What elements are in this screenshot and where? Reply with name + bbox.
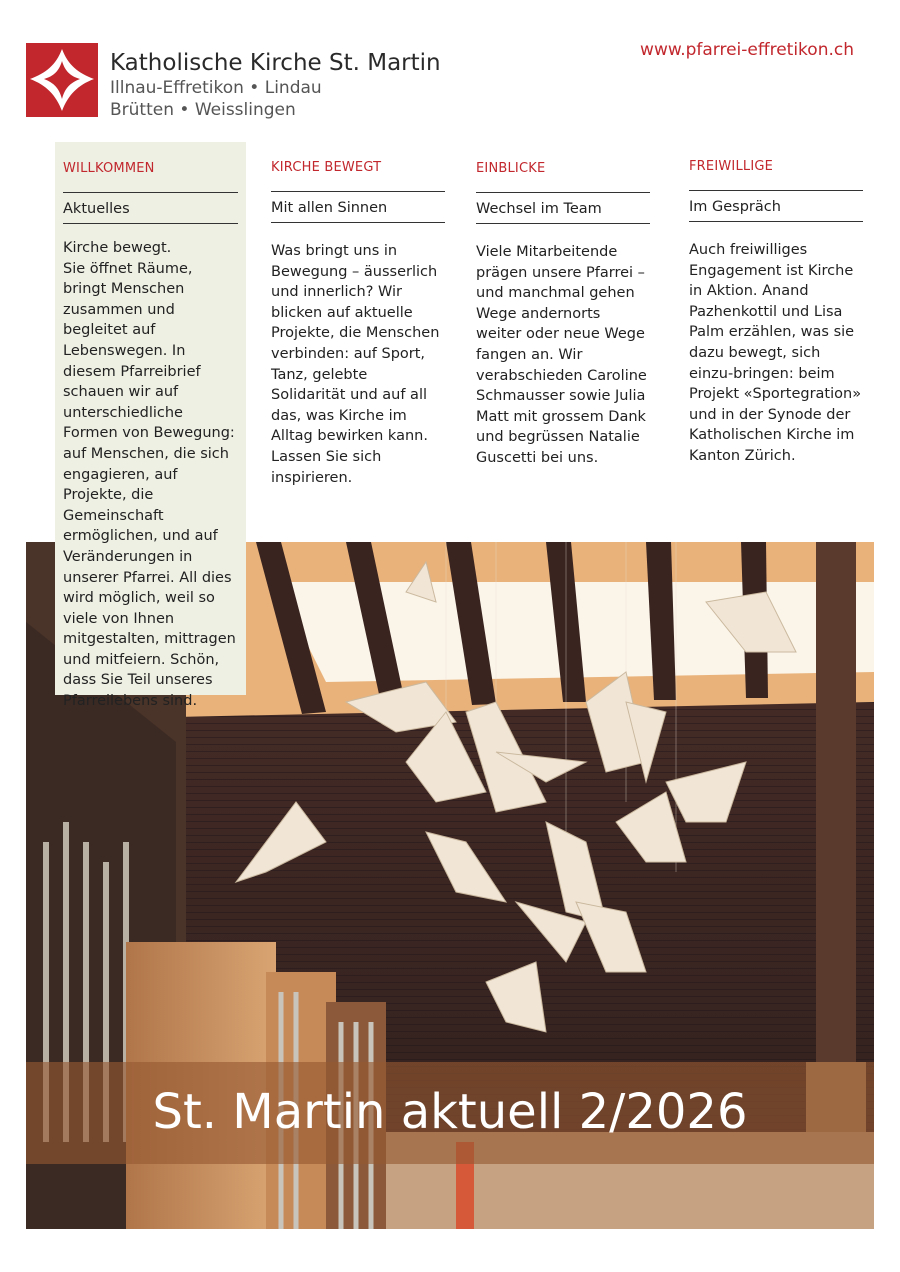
column-willkommen	[63, 161, 238, 712]
column-subtitle: Mit allen Sinnen	[271, 200, 388, 216]
column-subtitle: Aktuelles	[63, 201, 130, 217]
column-kirche-bewegt	[271, 160, 445, 488]
divider	[63, 223, 238, 224]
divider	[689, 221, 863, 222]
brand-locations-line1: Illnau-Effretikon • Lindau	[110, 78, 322, 98]
divider	[689, 190, 863, 191]
section-label: WILLKOMMEN	[63, 161, 155, 176]
section-label: EINBLICKE	[476, 161, 546, 176]
logo	[26, 43, 98, 117]
brand-locations-line2: Brütten • Weisslingen	[110, 100, 296, 120]
column-subtitle: Im Gespräch	[689, 199, 781, 215]
welcome-box	[55, 142, 246, 710]
column-body: Viele Mitarbeitende prägen unsere Pfarrei – und manchmal gehen Wege andernorts weiter oder neue Wege fangen an. Wir verabschieden Caroline Schmausser sowie Julia Matt mit grossem Dank und begrüssen Natalie Guscetti bei uns.	[476, 244, 647, 466]
cross-logo-icon	[26, 43, 98, 117]
column-body: Auch freiwilliges Engagement ist Kirche in Aktion. Anand Pazhenkottil und Lisa Palm erzählen, was sie dazu bewegt, sich einzu-bringen: beim Projekt «Sportegration» und in der Synode der Katholischen Kirche im Kanton Zürich.	[689, 242, 862, 464]
cover-title-banner	[26, 1062, 874, 1164]
brand-title: Katholische Kirche St. Martin	[110, 50, 441, 76]
divider	[271, 222, 445, 223]
column-body: Kirche bewegt. Sie öffnet Räume, bringt Menschen zusammen und begleitet auf Lebenswegen. In diesem Pfarreibrief schauen wir auf unterschiedliche Formen von Bewegung: auf Menschen, die sich engagieren, auf Projekte, die Gemeinschaft ermöglichen, und auf Veränderungen in unserer Pfarrei. All dies wird möglich, weil so viele von Ihnen mitgestalten, mittragen und mitfeiern. Schön, dass Sie Teil unseres Pfarreilebens sind.	[63, 240, 236, 710]
cover-title: St. Martin aktuell 2/2026	[152, 1084, 748, 1140]
column-subtitle: Wechsel im Team	[476, 201, 602, 217]
column-freiwillige	[689, 159, 863, 467]
column-body: Was bringt uns in Bewegung – äusserlich und innerlich? Wir blicken auf aktuelle Projekte, die Menschen verbinden: auf Sport, Tanz, gelebte Solidarität und auf all das, was Kirche im Alltag bewirken kann. Lassen Sie sich inspirieren.	[271, 243, 440, 486]
divider	[476, 192, 650, 193]
website-link[interactable]: www.pfarrei-effretikon.ch	[640, 40, 854, 60]
divider	[63, 192, 238, 193]
section-label: KIRCHE BEWEGT	[271, 160, 382, 175]
divider	[271, 191, 445, 192]
section-label: FREIWILLIGE	[689, 159, 774, 174]
divider	[476, 223, 650, 224]
column-einblicke	[476, 161, 650, 469]
